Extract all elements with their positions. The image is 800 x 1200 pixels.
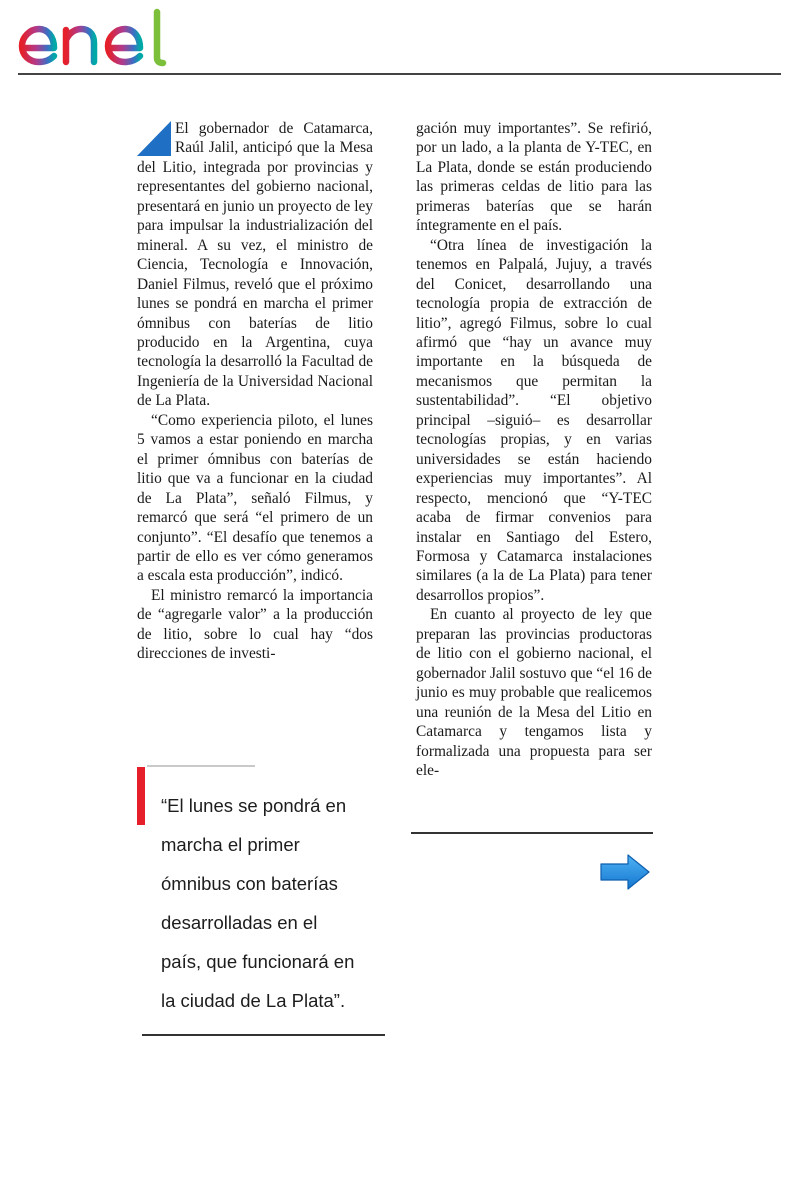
pull-quote-text <box>161 786 387 1020</box>
pull-quote-top-rule <box>147 765 255 767</box>
pull-quote-line: desarrolladas en el <box>161 912 318 933</box>
article-paragraph: El ministro remarcó la importancia de “agregarle valor” a la producción de litio, sobre lo cual hay “dos direcciones de investi- <box>137 586 373 663</box>
article-paragraph: En cuanto al proyecto de ley que preparan las provincias productoras de litio con el gobierno nacional, el gobernador Jalil sostuvo que “el 16 de junio es muy probable que realicemos una reunión de la Mesa del Litio en Catamarca y tengamos lista y formalizada una propuesta para ser ele- <box>416 606 652 779</box>
pull-quote-line: la ciudad de La Plata”. <box>161 990 346 1011</box>
article-paragraph: “Otra línea de investigación la tenemos en Palpalá, Jujuy, a través del Conicet, desarrollando una tecnología propia de extracción de litio”, agregó Filmus, sobre lo cual afirmó que “hay un avance muy importante en la búsqueda de mecanismos que permitan la sustentabilidad”. “El objetivo principal –siguió– es desarrollar tecnologías propias, y en varias universidades se están haciendo experiencias muy importantes”. Al respecto, mencionó que “Y-TEC acaba de firmar convenios para instalar en Santiago del Estero, Formosa y Catamarca instalaciones similares (a la de La Plata) para tener desarrollos propios”. <box>416 236 652 604</box>
pull-quote-line: ómnibus con baterías <box>161 873 338 894</box>
column-end-rule <box>411 832 653 834</box>
enel-logo <box>16 6 186 68</box>
pull-quote-line: marcha el primer <box>161 834 300 855</box>
lead-triangle-icon <box>137 121 171 156</box>
header-rule <box>18 73 781 75</box>
arrow-right-icon[interactable] <box>598 852 652 892</box>
pull-quote-bottom-rule <box>142 1034 385 1036</box>
article-paragraph: El gobernador de Catamarca, Raúl Jalil, anticipó que la Mesa del Litio, integrada por provincias y representantes del gobierno nacional, presentará en junio un proyecto de ley para impulsar la industrialización del mineral. A su vez, el ministro de Ciencia, Tecnología e Innovación, Daniel Filmus, reveló que el próximo lunes se pondrá en marcha el primer ómnibus con baterías de litio producido en la Argentina, cuya tecnología la desarrolló la Facultad de Ingeniería de la Universidad Nacional de La Plata. <box>137 120 373 410</box>
pull-quote-accent-bar <box>137 767 145 825</box>
pull-quote-line: “El lunes se pondrá en <box>161 795 347 816</box>
article-paragraph: gación muy importantes”. Se refirió, por un lado, a la planta de Y-TEC, en La Plata, donde se están produciendo las primeras celdas de litio para las primeras baterías que se harán íntegramente en el país. <box>416 120 652 235</box>
article-column-left <box>137 119 373 664</box>
article-column-right <box>416 119 652 780</box>
article-paragraph: “Como experiencia piloto, el lunes 5 vamos a estar poniendo en marcha el primer ómnibus con baterías de litio que va a funcionar en la ciudad de La Plata”, señaló Filmus, y remarcó que será “el primero de un conjunto”. “El desafío que tenemos a partir de ello es ver cómo generamos a escala esta producción”, indicó. <box>137 411 373 585</box>
pull-quote-line: país, que funcionará en <box>161 951 355 972</box>
